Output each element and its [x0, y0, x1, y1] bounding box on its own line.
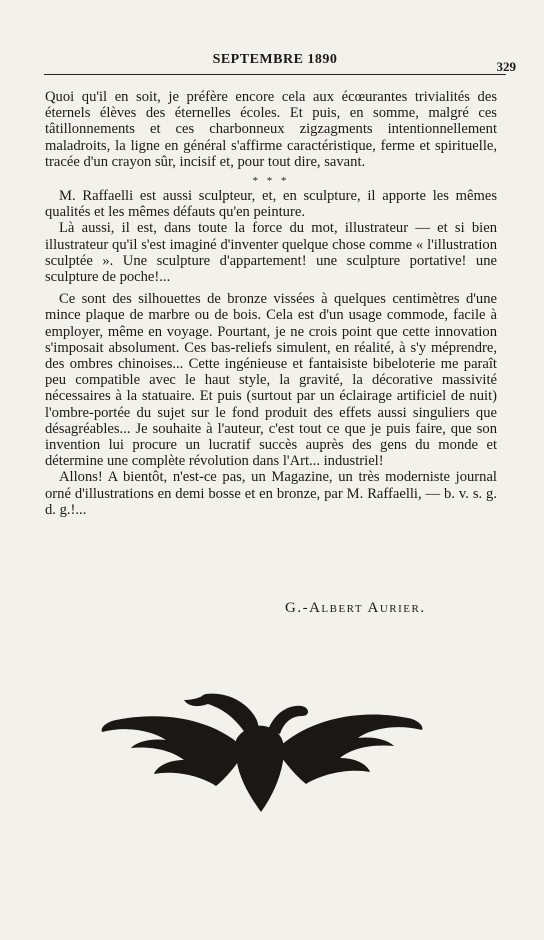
- article-body: [45, 89, 497, 518]
- paragraph-3: Là aussi, il est, dans toute la force du mot, illustrateur — et si bien illustrateur qu'il s'est imaginé d'inventer quelque chose comme « l'illustration sculptée ». Une sculpture d'appartement! une sculpture portative! une sculpture de poche!...: [45, 220, 497, 286]
- page-number: 329: [496, 59, 516, 74]
- winged-dragon-icon: [96, 690, 426, 820]
- page-header-title: SEPTEMBRE 1890: [212, 52, 338, 67]
- paragraph-5: Allons! A bientôt, n'est-ce pas, un Magazine, un très moderniste journal orné d'illustrations en demi bosse et en bronze, par M. Raffaelli, — b. v. s. g. d. g.!...: [45, 469, 497, 518]
- running-head: [44, 52, 516, 75]
- paragraph-2: M. Raffaelli est aussi sculpteur, et, en sculpture, il apporte les mêmes qualités et les mêmes défauts qu'en peinture.: [45, 188, 497, 221]
- section-separator: * * *: [252, 175, 290, 188]
- author-signature: G.-Albert Aurier.: [285, 600, 426, 616]
- paragraph-1: Quoi qu'il en soit, je préfère encore cela aux écœurantes trivialités des éternels élèves des éternelles écoles. Et puis, en somme, malgré ces tâtillonnements et ces charbonneux zigzagments intentionnellement maladroits, la ligne en général s'affirme caractéristique, ferme et spirituelle, tracée d'un crayon sûr, incisif et, pour tout dire, savant.: [45, 89, 497, 170]
- paragraph-4: Ce sont des silhouettes de bronze vissées à quelques centimètres d'une mince plaque de marbre ou de bois. Cela est d'un usage commode, facile à employer, même en voyage. Pourtant, je ne crois point que cette innovation s'imposait absolument. Ces bas-reliefs simulent, en réalité, à s'y méprendre, des ombres chinoises... Cette ingénieuse et fantaisiste bibeloterie me paraît peu compatible avec le haut style, la gravité, la décorative massivité nécessaires à la statuaire. Et puis (surtout par un éclairage artificiel de nuit) l'ombre-portée du sujet sur le fond produit des effets aussi singuliers que désagréables... Je souhaite à l'auteur, c'est tout ce que je puis faire, que son invention lui procure un lucratif succès auprès des gens du monde et détermine une complète révolution dans l'Art... industriel!: [45, 291, 497, 470]
